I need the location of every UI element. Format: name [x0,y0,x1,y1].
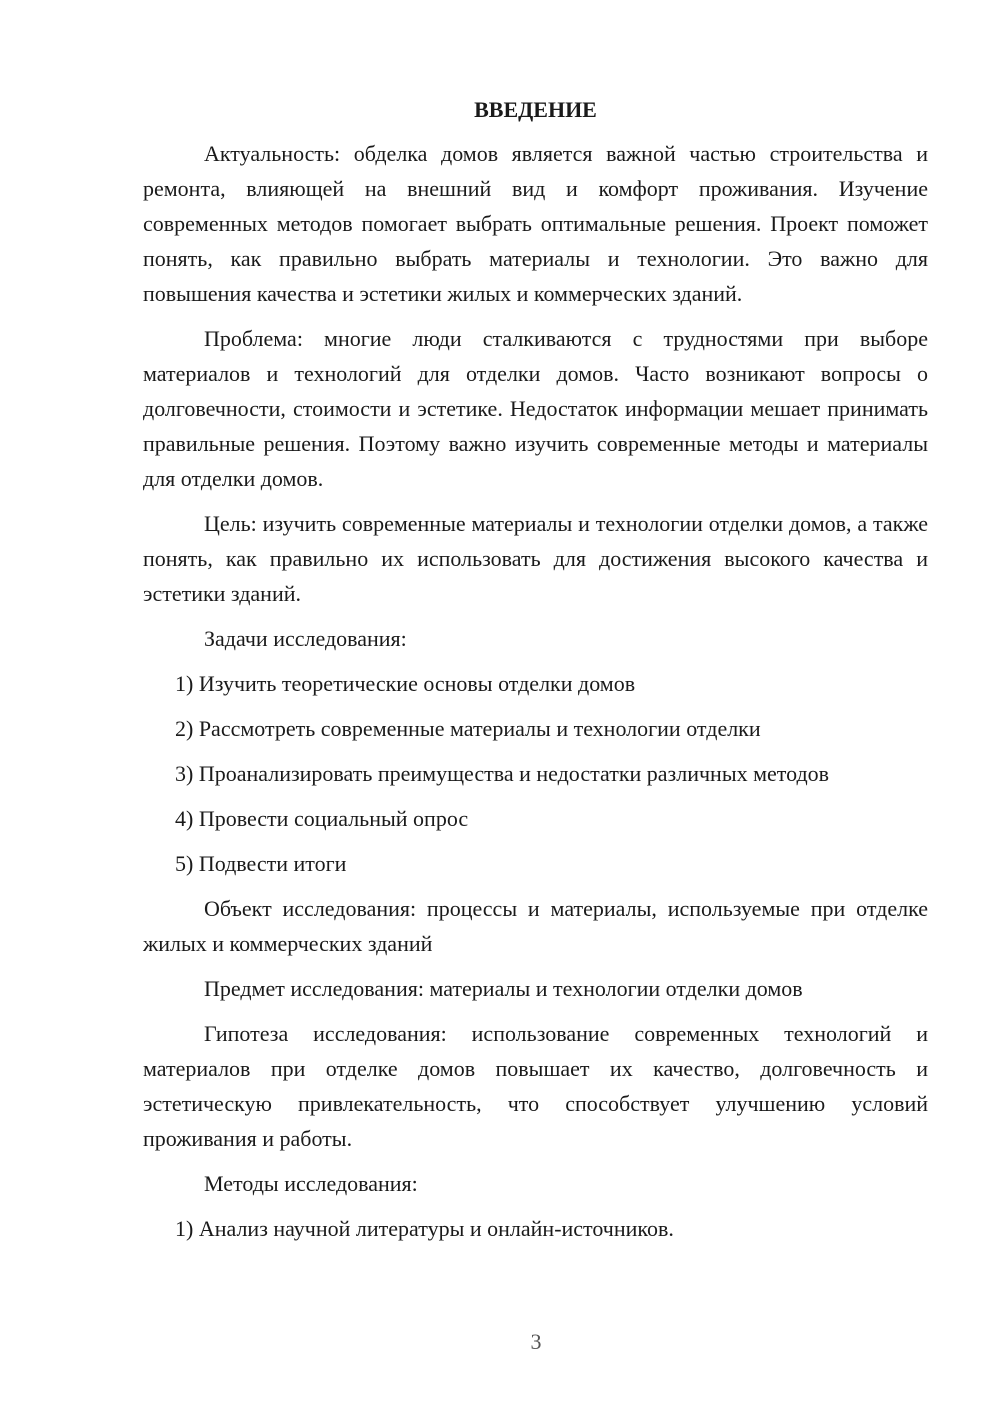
section-title: ВВЕДЕНИЕ [474,97,597,122]
object-paragraph: Объект исследования: процессы и материалы, используемые при отделке жилых и коммерческих зданий [143,896,928,956]
hypothesis-paragraph: Гипотеза исследования: использование современных технологий и материалов при отделке домов повышает их качество, долговечность и эстетическую привлекательность, что способствует улучшению условий проживания и работы. [143,1021,928,1151]
goal-paragraph: Цель: изучить современные материалы и технологии отделки домов, а также понять, как правильно их использовать для достижения высокого качества и эстетики зданий. [143,511,928,606]
tasks-heading: Задачи исследования: [204,626,407,651]
problem-paragraph: Проблема: многие люди сталкиваются с трудностями при выборе материалов и технологий для отделки домов. Часто возникают вопросы о долговечности, стоимости и эстетике. Недостаток информации мешает принимать правильные решения. Поэтому важно изучить современные методы и материалы для отделки домов. [143,326,928,491]
relevance-paragraph: Актуальность: обделка домов является важной частью строительства и ремонта, влияющей на внешний вид и комфорт проживания. Изучение современных методов помогает выбрать оптимальные решения. Проект поможет понять, как правильно выбрать материалы и технологии. Это важно для повышения качества и эстетики жилых и коммерческих зданий. [143,141,928,306]
methods-list [143,1211,928,1246]
page-content [143,95,928,1256]
task-item: 3) Проанализировать преимущества и недостатки различных методов [175,761,830,786]
subject-paragraph: Предмет исследования: материалы и технологии отделки домов [204,976,803,1001]
task-item: 1) Изучить теоретические основы отделки домов [175,671,636,696]
task-item: 5) Подвести итоги [175,851,347,876]
page-number: 3 [530,1329,542,1354]
tasks-list [143,666,928,881]
methods-heading: Методы исследования: [204,1171,418,1196]
task-item: 2) Рассмотреть современные материалы и технологии отделки [175,716,761,741]
method-item: 1) Анализ научной литературы и онлайн-источников. [175,1216,674,1241]
task-item: 4) Провести социальный опрос [175,806,469,831]
